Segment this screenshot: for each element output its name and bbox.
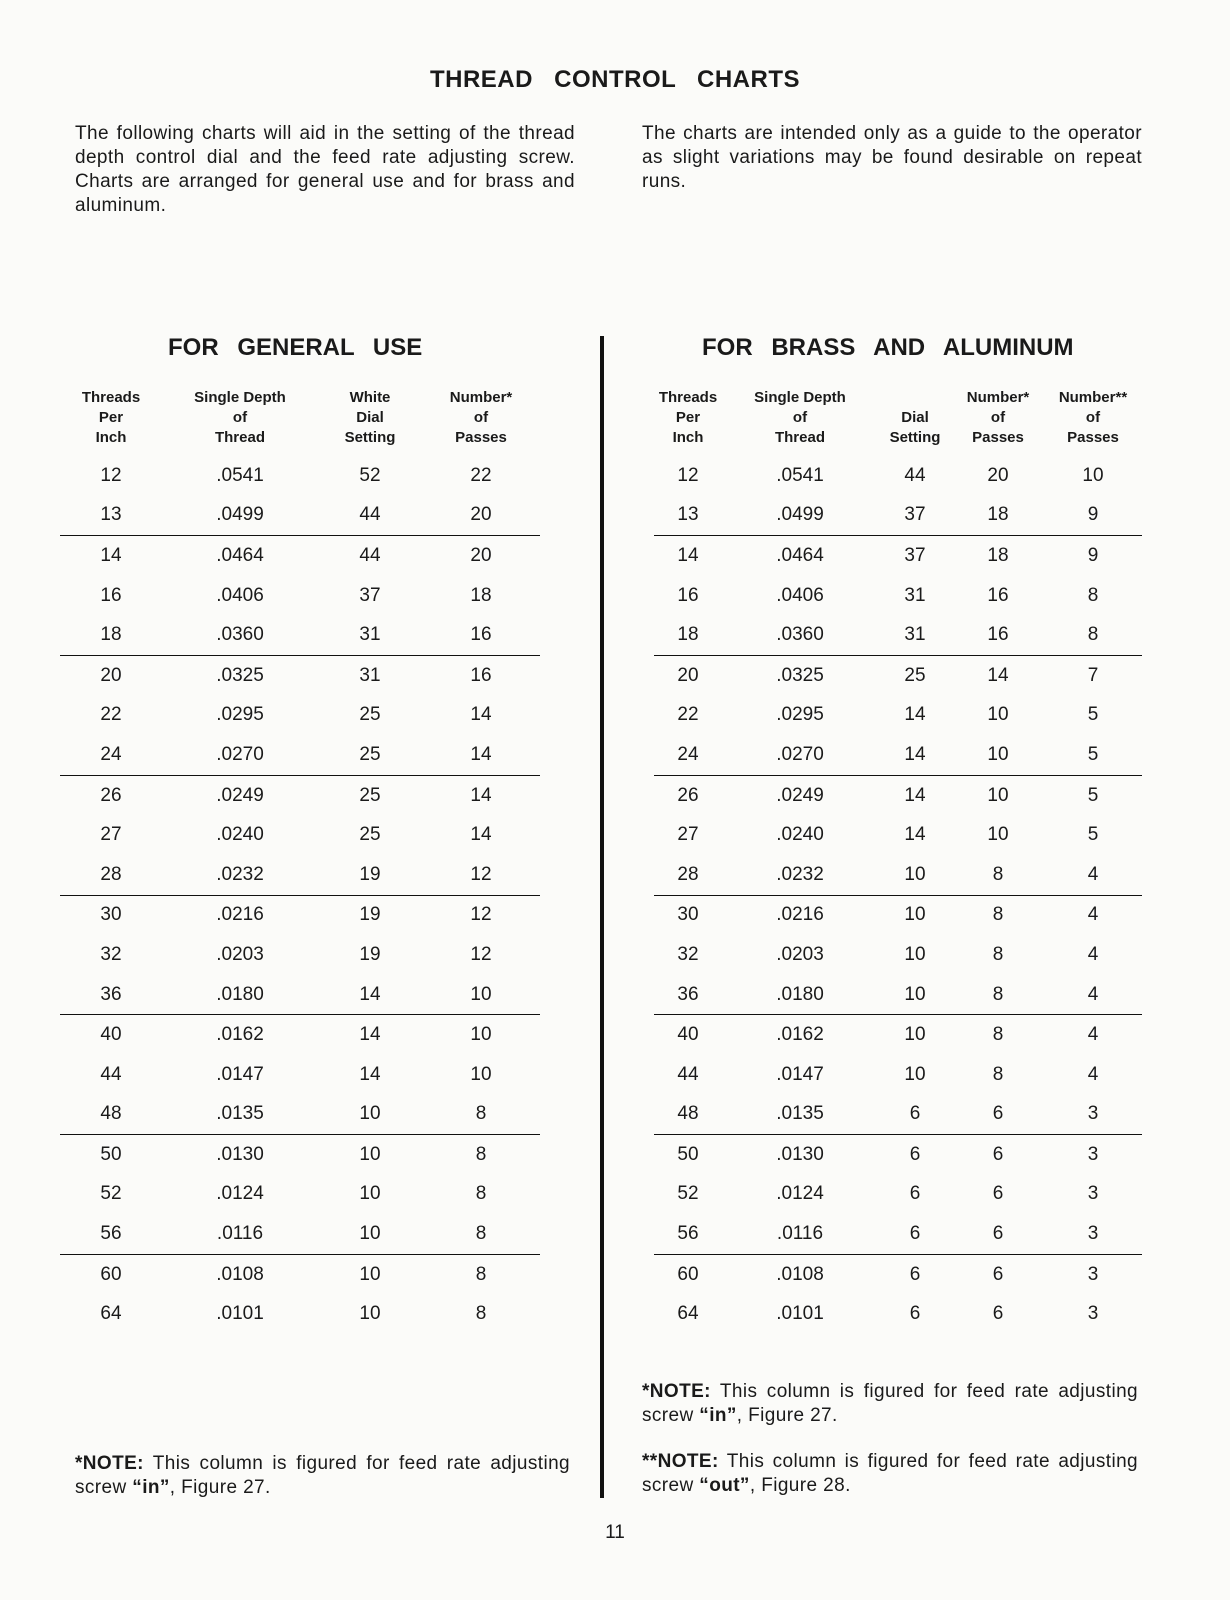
table-row	[60, 896, 540, 936]
dial-setting-cell: 44	[359, 504, 381, 526]
passes-in-cell: 6	[992, 1103, 1004, 1125]
note-label: *NOTE:	[642, 1381, 711, 1402]
passes-out-cell: 3	[1087, 1263, 1099, 1285]
threads-per-inch-cell: 30	[677, 904, 699, 926]
table-row	[654, 896, 1142, 936]
brass-footnote-out: **NOTE: This column is figured for feed rate adjusting screw “out”, Figure 28.	[642, 1451, 1138, 1496]
passes-out-cell: 5	[1087, 824, 1099, 846]
passes-out-cell: 4	[1087, 983, 1099, 1005]
threads-per-inch-cell: 50	[100, 1143, 122, 1165]
dial-setting-cell: 44	[359, 544, 381, 566]
table-row	[654, 1175, 1142, 1215]
threads-per-inch-cell: 28	[677, 863, 699, 885]
passes-out-cell: 5	[1087, 704, 1099, 726]
table-body	[60, 456, 540, 1334]
passes-in-cell: 20	[987, 464, 1009, 486]
passes-out-cell: 5	[1087, 743, 1099, 765]
brass-footnote-in: *NOTE: This column is figured for feed rate adjusting screw “in”, Figure 27.	[642, 1381, 1138, 1426]
passes-cell: 20	[470, 544, 492, 566]
single-depth-cell: .0203	[776, 943, 824, 965]
single-depth-cell: .0406	[216, 584, 264, 606]
table-row	[654, 456, 1142, 496]
passes-in-cell: 6	[992, 1263, 1004, 1285]
single-depth-cell: .0180	[216, 983, 264, 1005]
passes-in-cell: 18	[987, 504, 1009, 526]
threads-per-inch-cell: 64	[100, 1303, 122, 1325]
dial-setting-cell: 25	[359, 784, 381, 806]
passes-out-cell: 9	[1087, 544, 1099, 566]
dial-setting-cell: 25	[359, 704, 381, 726]
header-threads-per-inch: Threads Per Inch	[658, 389, 718, 446]
threads-per-inch-cell: 44	[677, 1063, 699, 1085]
dial-setting-cell: 10	[904, 863, 926, 885]
threads-per-inch-cell: 52	[677, 1183, 699, 1205]
passes-in-cell: 8	[992, 904, 1004, 926]
passes-cell: 12	[470, 943, 492, 965]
dial-setting-cell: 14	[904, 704, 926, 726]
passes-cell: 8	[475, 1143, 487, 1165]
threads-per-inch-cell: 16	[100, 584, 122, 606]
passes-out-cell: 8	[1087, 624, 1099, 646]
single-depth-cell: .0180	[776, 983, 824, 1005]
passes-cell: 22	[470, 464, 492, 486]
dial-setting-cell: 14	[904, 824, 926, 846]
single-depth-cell: .0162	[216, 1024, 264, 1046]
passes-out-cell: 3	[1087, 1223, 1099, 1245]
dial-setting-cell: 10	[359, 1263, 381, 1285]
single-depth-cell: .0295	[216, 704, 264, 726]
passes-cell: 20	[470, 504, 492, 526]
passes-in-cell: 16	[987, 584, 1009, 606]
passes-cell: 14	[470, 743, 492, 765]
passes-in-cell: 8	[992, 863, 1004, 885]
dial-setting-cell: 31	[359, 624, 381, 646]
table-row	[60, 1015, 540, 1055]
single-depth-cell: .0232	[776, 863, 824, 885]
threads-per-inch-cell: 13	[677, 504, 699, 526]
header-number-of-passes-in: Number* of Passes	[966, 389, 1030, 446]
passes-cell: 10	[470, 983, 492, 1005]
dial-setting-cell: 37	[359, 584, 381, 606]
single-depth-cell: .0499	[776, 504, 824, 526]
dial-setting-cell: 10	[359, 1223, 381, 1245]
passes-out-cell: 3	[1087, 1183, 1099, 1205]
threads-per-inch-cell: 60	[100, 1263, 122, 1285]
brass-aluminum-title: FOR BRASS AND ALUMINUM	[702, 334, 1074, 361]
single-depth-cell: .0116	[776, 1223, 824, 1245]
threads-per-inch-cell: 12	[677, 464, 699, 486]
single-depth-cell: .0108	[216, 1263, 264, 1285]
dial-setting-cell: 31	[904, 584, 926, 606]
dial-setting-cell: 10	[904, 943, 926, 965]
dial-setting-cell: 19	[359, 904, 381, 926]
single-depth-cell: .0147	[776, 1063, 824, 1085]
page-title: THREAD CONTROL CHARTS	[429, 66, 801, 93]
threads-per-inch-cell: 24	[677, 743, 699, 765]
passes-out-cell: 4	[1087, 943, 1099, 965]
threads-per-inch-cell: 48	[677, 1103, 699, 1125]
table-row	[60, 935, 540, 975]
header-single-depth: Single Depth of Thread	[194, 389, 286, 446]
single-depth-cell: .0116	[216, 1223, 264, 1245]
threads-per-inch-cell: 14	[677, 544, 699, 566]
table-row	[654, 576, 1142, 616]
table-row	[654, 1294, 1142, 1334]
single-depth-cell: .0101	[776, 1303, 824, 1325]
dial-setting-cell: 14	[359, 983, 381, 1005]
threads-per-inch-cell: 14	[100, 544, 122, 566]
dial-setting-cell: 37	[904, 544, 926, 566]
passes-cell: 14	[470, 824, 492, 846]
general-use-table	[60, 384, 540, 1334]
threads-per-inch-cell: 28	[100, 863, 122, 885]
passes-cell: 12	[470, 904, 492, 926]
table-row	[60, 615, 540, 656]
passes-in-cell: 6	[992, 1303, 1004, 1325]
single-depth-cell: .0464	[776, 544, 824, 566]
passes-cell: 14	[470, 704, 492, 726]
passes-out-cell: 3	[1087, 1143, 1099, 1165]
table-row	[60, 1255, 540, 1295]
dial-setting-cell: 10	[904, 1024, 926, 1046]
dial-setting-cell: 37	[904, 504, 926, 526]
passes-in-cell: 6	[992, 1183, 1004, 1205]
dial-setting-cell: 10	[359, 1183, 381, 1205]
passes-in-cell: 8	[992, 1063, 1004, 1085]
dial-setting-cell: 10	[359, 1143, 381, 1165]
single-depth-cell: .0464	[216, 544, 264, 566]
single-depth-cell: .0124	[216, 1183, 264, 1205]
note-label: **NOTE:	[642, 1451, 719, 1472]
passes-cell: 14	[470, 784, 492, 806]
threads-per-inch-cell: 18	[677, 624, 699, 646]
header-single-depth: Single Depth of Thread	[754, 389, 846, 446]
table-row	[654, 776, 1142, 816]
threads-per-inch-cell: 40	[100, 1024, 122, 1046]
passes-cell: 16	[470, 624, 492, 646]
threads-per-inch-cell: 32	[100, 943, 122, 965]
table-row	[654, 656, 1142, 696]
table-row	[654, 1055, 1142, 1095]
dial-setting-cell: 6	[909, 1263, 921, 1285]
single-depth-cell: .0325	[216, 664, 264, 686]
passes-out-cell: 5	[1087, 784, 1099, 806]
passes-cell: 10	[470, 1063, 492, 1085]
single-depth-cell: .0130	[776, 1143, 824, 1165]
single-depth-cell: .0541	[776, 464, 824, 486]
dial-setting-cell: 52	[359, 464, 381, 486]
passes-in-cell: 10	[987, 743, 1009, 765]
table-row	[60, 1294, 540, 1334]
table-row	[654, 935, 1142, 975]
single-depth-cell: .0270	[776, 743, 824, 765]
threads-per-inch-cell: 30	[100, 904, 122, 926]
dial-setting-cell: 14	[359, 1024, 381, 1046]
table-row	[60, 975, 540, 1016]
threads-per-inch-cell: 18	[100, 624, 122, 646]
single-depth-cell: .0406	[776, 584, 824, 606]
table-row	[60, 576, 540, 616]
passes-cell: 8	[475, 1223, 487, 1245]
single-depth-cell: .0295	[776, 704, 824, 726]
single-depth-cell: .0232	[216, 863, 264, 885]
dial-setting-cell: 6	[909, 1143, 921, 1165]
single-depth-cell: .0135	[776, 1103, 824, 1125]
dial-setting-cell: 10	[359, 1303, 381, 1325]
dial-setting-cell: 31	[904, 624, 926, 646]
table-row	[654, 1214, 1142, 1255]
threads-per-inch-cell: 64	[677, 1303, 699, 1325]
intro-paragraph-left: The following charts will aid in the setting of the thread depth control dial and the feed rate adjusting screw. Charts are arranged for general use and for brass and aluminum.	[75, 123, 575, 216]
header-number-of-passes: Number* of Passes	[449, 389, 513, 446]
dial-setting-cell: 6	[909, 1303, 921, 1325]
passes-out-cell: 10	[1082, 464, 1104, 486]
passes-out-cell: 4	[1087, 1063, 1099, 1085]
table-row	[654, 1015, 1142, 1055]
passes-in-cell: 14	[987, 664, 1009, 686]
brass-aluminum-table	[654, 384, 1142, 1334]
single-depth-cell: .0240	[776, 824, 824, 846]
passes-in-cell: 16	[987, 624, 1009, 646]
single-depth-cell: .0147	[216, 1063, 264, 1085]
table-row	[60, 536, 540, 576]
table-row	[60, 776, 540, 816]
passes-out-cell: 3	[1087, 1303, 1099, 1325]
dial-setting-cell: 6	[909, 1183, 921, 1205]
general-use-title: FOR GENERAL USE	[168, 334, 423, 361]
threads-per-inch-cell: 60	[677, 1263, 699, 1285]
single-depth-cell: .0270	[216, 743, 264, 765]
passes-cell: 8	[475, 1103, 487, 1125]
passes-out-cell: 9	[1087, 504, 1099, 526]
threads-per-inch-cell: 32	[677, 943, 699, 965]
threads-per-inch-cell: 40	[677, 1024, 699, 1046]
dial-setting-cell: 6	[909, 1103, 921, 1125]
threads-per-inch-cell: 36	[677, 983, 699, 1005]
single-depth-cell: .0203	[216, 943, 264, 965]
passes-out-cell: 3	[1087, 1103, 1099, 1125]
table-row	[654, 536, 1142, 576]
threads-per-inch-cell: 26	[677, 784, 699, 806]
table-row	[654, 815, 1142, 855]
table-row	[654, 696, 1142, 736]
passes-in-cell: 10	[987, 784, 1009, 806]
dial-setting-cell: 10	[904, 904, 926, 926]
passes-cell: 8	[475, 1183, 487, 1205]
column-divider	[600, 336, 604, 1498]
passes-cell: 8	[475, 1303, 487, 1325]
passes-in-cell: 8	[992, 983, 1004, 1005]
passes-cell: 18	[470, 584, 492, 606]
table-header	[60, 384, 540, 448]
single-depth-cell: .0541	[216, 464, 264, 486]
passes-cell: 8	[475, 1263, 487, 1285]
table-row	[60, 855, 540, 896]
single-depth-cell: .0240	[216, 824, 264, 846]
dial-setting-cell: 31	[359, 664, 381, 686]
passes-out-cell: 8	[1087, 584, 1099, 606]
table-row	[60, 1175, 540, 1215]
passes-cell: 10	[470, 1024, 492, 1046]
single-depth-cell: .0124	[776, 1183, 824, 1205]
single-depth-cell: .0249	[776, 784, 824, 806]
threads-per-inch-cell: 27	[677, 824, 699, 846]
threads-per-inch-cell: 52	[100, 1183, 122, 1205]
header-white-dial-setting: White Dial Setting	[344, 389, 396, 446]
header-threads-per-inch: Threads Per Inch	[81, 389, 141, 446]
table-row	[654, 855, 1142, 896]
passes-in-cell: 6	[992, 1143, 1004, 1165]
table-row	[654, 496, 1142, 537]
passes-in-cell: 10	[987, 824, 1009, 846]
single-depth-cell: .0360	[776, 624, 824, 646]
table-row	[60, 735, 540, 776]
table-body	[654, 456, 1142, 1334]
passes-out-cell: 4	[1087, 1024, 1099, 1046]
threads-per-inch-cell: 56	[677, 1223, 699, 1245]
threads-per-inch-cell: 20	[100, 664, 122, 686]
threads-per-inch-cell: 50	[677, 1143, 699, 1165]
passes-out-cell: 4	[1087, 904, 1099, 926]
dial-setting-cell: 10	[904, 983, 926, 1005]
intro-paragraph-right: The charts are intended only as a guide to the operator as slight variations may be found desirable on repeat runs.	[642, 123, 1142, 192]
table-row	[654, 1255, 1142, 1295]
single-depth-cell: .0162	[776, 1024, 824, 1046]
header-dial-setting: Dial Setting	[889, 409, 941, 446]
passes-in-cell: 8	[992, 943, 1004, 965]
table-row	[654, 735, 1142, 776]
table-row	[60, 1214, 540, 1255]
table-row	[60, 696, 540, 736]
passes-in-cell: 18	[987, 544, 1009, 566]
table-row	[654, 615, 1142, 656]
dial-setting-cell: 25	[359, 743, 381, 765]
general-footnote: *NOTE: This column is figured for feed rate adjusting screw “in”, Figure 27.	[75, 1453, 570, 1498]
threads-per-inch-cell: 26	[100, 784, 122, 806]
threads-per-inch-cell: 56	[100, 1223, 122, 1245]
dial-setting-cell: 14	[904, 784, 926, 806]
header-number-of-passes-out: Number** of Passes	[1058, 389, 1128, 446]
dial-setting-cell: 14	[359, 1063, 381, 1085]
dial-setting-cell: 14	[904, 743, 926, 765]
single-depth-cell: .0360	[216, 624, 264, 646]
dial-setting-cell: 25	[904, 664, 926, 686]
threads-per-inch-cell: 24	[100, 743, 122, 765]
note-label: *NOTE:	[75, 1453, 144, 1474]
single-depth-cell: .0101	[216, 1303, 264, 1325]
table-row	[60, 456, 540, 496]
threads-per-inch-cell: 13	[100, 504, 122, 526]
threads-per-inch-cell: 27	[100, 824, 122, 846]
dial-setting-cell: 44	[904, 464, 926, 486]
dial-setting-cell: 10	[904, 1063, 926, 1085]
single-depth-cell: .0135	[216, 1103, 264, 1125]
table-header	[654, 384, 1142, 448]
threads-per-inch-cell: 48	[100, 1103, 122, 1125]
single-depth-cell: .0249	[216, 784, 264, 806]
dial-setting-cell: 6	[909, 1223, 921, 1245]
passes-out-cell: 4	[1087, 863, 1099, 885]
table-row	[60, 496, 540, 537]
single-depth-cell: .0108	[776, 1263, 824, 1285]
single-depth-cell: .0216	[776, 904, 824, 926]
passes-cell: 16	[470, 664, 492, 686]
threads-per-inch-cell: 16	[677, 584, 699, 606]
dial-setting-cell: 25	[359, 824, 381, 846]
passes-out-cell: 7	[1087, 664, 1099, 686]
threads-per-inch-cell: 22	[677, 704, 699, 726]
table-row	[60, 656, 540, 696]
table-row	[654, 1135, 1142, 1175]
table-row	[60, 1055, 540, 1095]
threads-per-inch-cell: 12	[100, 464, 122, 486]
single-depth-cell: .0325	[776, 664, 824, 686]
passes-in-cell: 10	[987, 704, 1009, 726]
table-row	[654, 975, 1142, 1016]
single-depth-cell: .0499	[216, 504, 264, 526]
threads-per-inch-cell: 36	[100, 983, 122, 1005]
passes-in-cell: 6	[992, 1223, 1004, 1245]
dial-setting-cell: 19	[359, 943, 381, 965]
table-row	[654, 1095, 1142, 1136]
passes-cell: 12	[470, 863, 492, 885]
table-row	[60, 1135, 540, 1175]
threads-per-inch-cell: 20	[677, 664, 699, 686]
single-depth-cell: .0130	[216, 1143, 264, 1165]
threads-per-inch-cell: 22	[100, 704, 122, 726]
page-number: 11	[605, 1522, 625, 1543]
passes-in-cell: 8	[992, 1024, 1004, 1046]
single-depth-cell: .0216	[216, 904, 264, 926]
dial-setting-cell: 19	[359, 863, 381, 885]
table-row	[60, 1095, 540, 1136]
threads-per-inch-cell: 44	[100, 1063, 122, 1085]
dial-setting-cell: 10	[359, 1103, 381, 1125]
table-row	[60, 815, 540, 855]
